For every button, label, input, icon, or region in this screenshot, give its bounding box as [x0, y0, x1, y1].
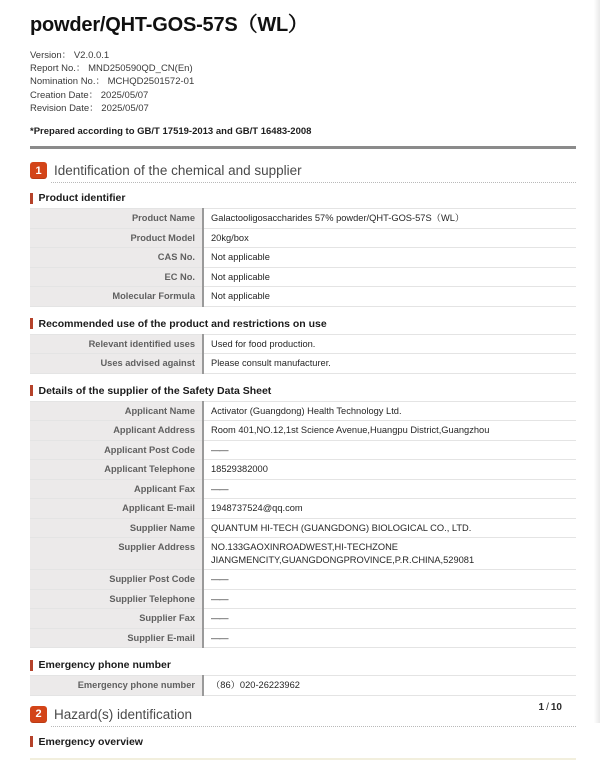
row-label: EC No.	[30, 267, 203, 287]
row-value: ——	[203, 589, 576, 609]
row-label: Supplier Telephone	[30, 589, 203, 609]
metadata-key: Report No.：	[30, 63, 86, 75]
footer-total-pages: 10	[550, 702, 562, 713]
metadata-value: 2025/05/07	[101, 102, 149, 114]
metadata-key: Creation Date：	[30, 89, 99, 101]
metadata-value: V2.0.0.1	[73, 50, 110, 61]
row-label: Supplier Name	[30, 518, 203, 538]
subsection-title: Emergency phone number	[38, 659, 171, 672]
row-label: Product Name	[30, 209, 203, 229]
row-label: Molecular Formula	[30, 287, 203, 307]
row-value: Not applicable	[203, 248, 576, 268]
table-row	[30, 479, 576, 499]
subsection-marker	[30, 318, 33, 329]
row-value: Please consult manufacturer.	[203, 354, 576, 374]
table-emergency-phone	[30, 675, 576, 696]
table-row	[30, 354, 576, 374]
row-value: ——	[203, 570, 576, 590]
row-label: Relevant identified uses	[30, 334, 203, 354]
metadata-key: Version：	[30, 50, 72, 61]
metadata-value: MCHQD2501572-01	[107, 76, 195, 88]
section-title: Hazard(s) identification	[54, 706, 193, 722]
table-row	[30, 628, 576, 648]
section-number-badge: 1	[30, 162, 47, 179]
table-row	[30, 609, 576, 629]
footer-current-page: 1	[538, 702, 545, 713]
subsection-marker	[30, 385, 33, 396]
table-row	[30, 267, 576, 287]
clipped-title-line	[30, 0, 576, 10]
section-underline	[51, 725, 576, 727]
document-title: powder/QHT-GOS-57S（WL）	[30, 14, 308, 36]
row-value: ——	[203, 628, 576, 648]
metadata-value: 2025/05/07	[100, 89, 149, 101]
row-value: Used for food production.	[203, 334, 576, 354]
metadata-row	[30, 89, 576, 102]
table-row	[30, 440, 576, 460]
table-row	[30, 538, 576, 570]
row-label: Emergency phone number	[30, 676, 203, 696]
section-number-badge: 2	[30, 706, 47, 723]
row-value: （86）020-26223962	[203, 676, 576, 696]
footer-separator: /	[546, 702, 549, 713]
table-row	[30, 570, 576, 590]
subsection-title: Product identifier	[38, 192, 126, 205]
row-label: Supplier E-mail	[30, 628, 203, 648]
section-header-1	[30, 162, 576, 179]
row-value-multiline	[203, 538, 576, 570]
metadata-row	[30, 62, 576, 75]
section-title: Identification of the chemical and supplier	[54, 163, 302, 179]
subsection-header-emergency-phone	[30, 659, 576, 671]
table-row	[30, 499, 576, 519]
metadata-value: MND250590QD_CN(En)	[88, 63, 193, 75]
section-underline	[51, 181, 576, 183]
table-supplier-details	[30, 401, 576, 649]
subsection-marker	[30, 660, 33, 671]
row-label: Applicant Post Code	[30, 440, 203, 460]
row-label: Supplier Fax	[30, 609, 203, 629]
row-label: CAS No.	[30, 248, 203, 268]
table-row	[30, 248, 576, 268]
table-product-identifier	[30, 208, 576, 307]
subsection-title: Emergency overview	[38, 735, 143, 748]
document-title-line1	[30, 0, 502, 1]
table-row	[30, 421, 576, 441]
document-metadata	[30, 49, 576, 115]
row-value-line2: JIANGMENCITY,GUANGDONGPROVINCE,P.R.CHINA,529081	[211, 554, 475, 565]
standard-reference-note: *Prepared according to GB/T 17519-2013 and GB/T 16483-2008	[30, 126, 312, 138]
page-footer	[0, 702, 600, 713]
subsection-title: Details of the supplier of the Safety Data Sheet	[38, 384, 272, 397]
table-row	[30, 676, 576, 696]
row-value: ——	[203, 440, 576, 460]
table-row	[30, 334, 576, 354]
row-label: Uses advised against	[30, 354, 203, 374]
row-value: Activator (Guangdong) Health Technology Ltd.	[203, 401, 576, 421]
row-value: 18529382000	[203, 460, 576, 480]
table-row	[30, 228, 576, 248]
subsection-title: Recommended use of the product and restrictions on use	[38, 317, 327, 330]
table-row	[30, 460, 576, 480]
subsection-marker	[30, 193, 33, 204]
row-label: Applicant Fax	[30, 479, 203, 499]
row-label: Applicant E-mail	[30, 499, 203, 519]
row-value-line1: NO.133GAOXINROADWEST,HI-TECHZONE	[211, 542, 398, 553]
subsection-marker	[30, 736, 33, 747]
row-value: Not applicable	[203, 267, 576, 287]
table-row	[30, 401, 576, 421]
table-row	[30, 518, 576, 538]
table-recommended-use	[30, 334, 576, 374]
table-row	[30, 287, 576, 307]
row-value: Galactooligosaccharides 57% powder/QHT-GOS-57S（WL）	[203, 209, 576, 229]
row-label: Applicant Address	[30, 421, 203, 441]
row-value: ——	[203, 609, 576, 629]
row-label: Supplier Post Code	[30, 570, 203, 590]
row-value: Room 401,NO.12,1st Science Avenue,Huangpu District,Guangzhou	[203, 421, 576, 441]
row-label: Product Model	[30, 228, 203, 248]
metadata-row	[30, 102, 576, 115]
subsection-header-emergency-overview	[30, 736, 576, 748]
row-value: Not applicable	[203, 287, 576, 307]
header-divider	[30, 146, 576, 149]
table-row	[30, 589, 576, 609]
metadata-key: Revision Date：	[30, 102, 99, 114]
subsection-header-product-identifier	[30, 192, 576, 204]
subsection-header-supplier-details	[30, 385, 576, 397]
subsection-header-recommended-use	[30, 318, 576, 330]
metadata-row	[30, 75, 576, 88]
table-row	[30, 209, 576, 229]
metadata-key: Nomination No.：	[30, 76, 105, 88]
metadata-row	[30, 49, 576, 62]
row-value: ——	[203, 479, 576, 499]
row-value: 1948737524@qq.com	[203, 499, 576, 519]
row-value: 20kg/box	[203, 228, 576, 248]
row-label: Applicant Telephone	[30, 460, 203, 480]
row-label: Supplier Address	[30, 538, 203, 570]
row-value: QUANTUM HI-TECH (GUANGDONG) BIOLOGICAL CO., LTD.	[203, 518, 576, 538]
row-label: Applicant Name	[30, 401, 203, 421]
page-bottom-divider	[30, 758, 576, 760]
